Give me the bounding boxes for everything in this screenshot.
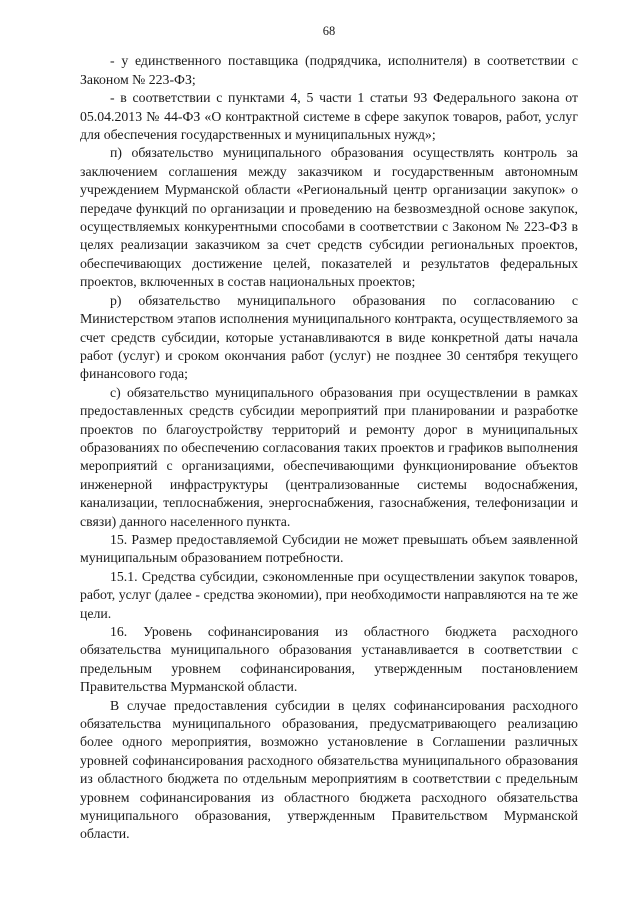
paragraph-supplier-223fz: - у единственного поставщика (подрядчика, исполнителя) в соответствии с Законом № 223-ФЗ; [80,53,578,87]
paragraph-16-cofinancing: 16. Уровень софинансирования из областного бюджета расходного обязательства муниципального образования устанавливается в соответствии с предельным уровнем софинансирования, утвержденным постановлением Правительства Мурманской области. [80,624,578,695]
paragraph-15-1-savings: 15.1. Средства субсидии, сэкономленные при осуществлении закупок товаров, работ, услуг (далее - средства экономии), при необходимости направляются на те же цели. [80,568,578,621]
paragraph-cofinancing-levels: В случае предоставления субсидии в целях софинансирования расходного обязательства муниципального образования, предусматривающего реализацию более одного мероприятия, возможно установление в Соглашении различных уровней софинансирования расходного обязательства муниципального образования из областного бюджета по отдельным мероприятиям в соответствии с предельным уровнем софинансирования из областного бюджета расходного обязательства муниципального образования, утвержденным Правительством Мурманской области. [80,697,578,842]
document-page [80,22,578,844]
paragraph-p-obligation-control: п) обязательство муниципального образования осуществлять контроль за заключением соглашения между заказчиком и государственным автономным учреждением Мурманской области «Региональный центр организации закупок» о передаче функций по организации и проведению на безвозмездной основе закупок, осуществляемых конкурентными способами в соответствии с Законом № 223-ФЗ в целях реализации заказчиком за счет средств субсидии региональных проектов, обеспечивающих достижение целей, показателей и результатов федеральных проектов, включенных в состав национальных проектов; [80,145,578,290]
paragraph-s-obligation-coordination: с) обязательство муниципального образования при осуществлении в рамках предоставленных средств субсидии мероприятий при планировании и разработке проектов по благоустройству территорий и ремонту дорог в муниципальных образованиях по обеспечению согласования таких проектов и графиков выполнения мероприятий с организациями, обеспечивающими функционирование объектов инженерной инфраструктуры (централизованные системы водоснабжения, канализации, теплоснабжения, энергоснабжения, газоснабжения, телефонизации и связи) данного населенного пункта. [80,384,578,529]
paragraph-article-93: - в соответствии с пунктами 4, 5 части 1 статьи 93 Федерального закона от 05.04.2013 № 44-ФЗ «О контрактной системе в сфере закупок товаров, работ, услуг для обеспечения государственных и муниципальных нужд»; [80,90,578,143]
page-number: 68 [322,24,336,38]
paragraph-r-obligation-stages: р) обязательство муниципального образования по согласованию с Министерством этапов исполнения муниципального контракта, осуществляемого за счет средств субсидии, которые устанавливаются в виде конкретной даты начала работ (услуг) и сроком окончания работ (услуг) не позднее 30 сентября текущего финансового года; [80,292,578,382]
paragraph-15-subsidy-size: 15. Размер предоставляемой Субсидии не может превышать объем заявленной муниципальным образованием потребности. [80,531,578,566]
